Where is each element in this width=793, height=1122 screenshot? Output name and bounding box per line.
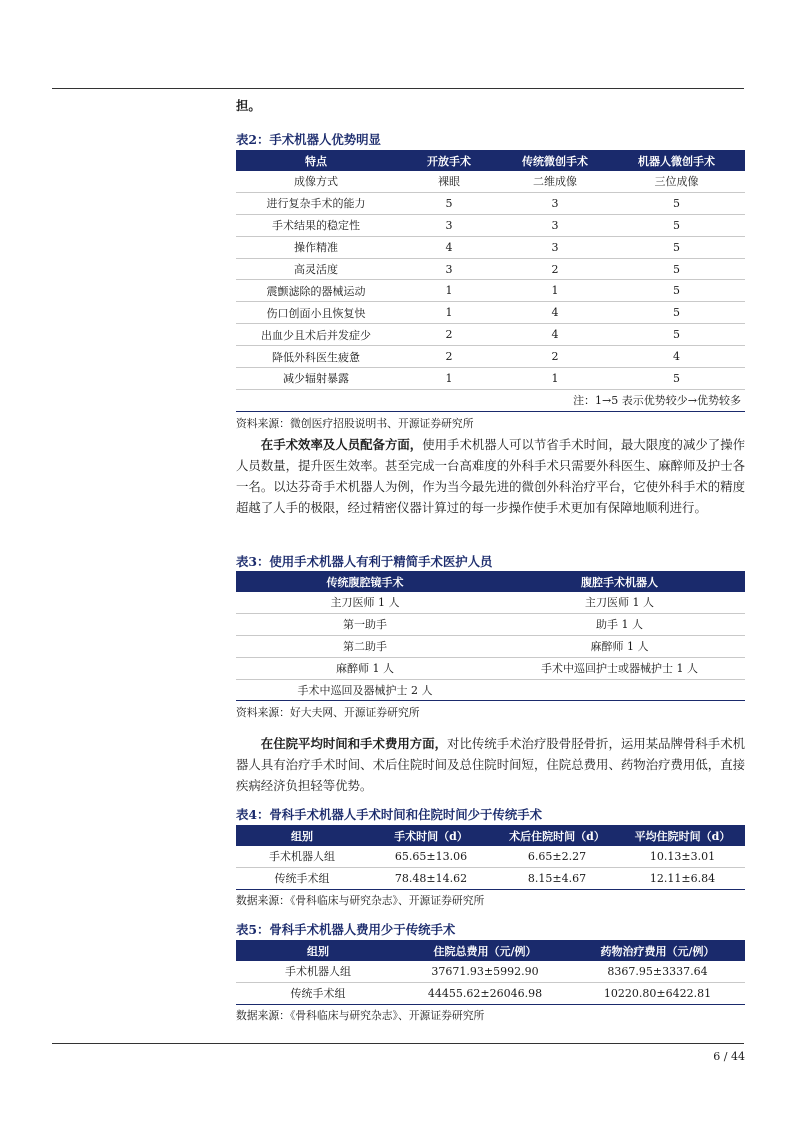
table5-header: 组别 <box>236 940 400 961</box>
table-cell: 传统手术组 <box>236 982 400 1004</box>
table-row <box>236 171 745 192</box>
table-cell: 8.15±4.67 <box>494 867 620 889</box>
table-cell: 3 <box>396 214 502 236</box>
table-cell: 3 <box>396 258 502 280</box>
table3-header-row <box>236 571 745 592</box>
table5-block <box>236 920 745 1023</box>
table-cell: 5 <box>608 324 745 346</box>
table2-header: 特点 <box>236 150 396 171</box>
table-row <box>236 214 745 236</box>
table-cell: 2 <box>396 324 502 346</box>
table-cell: 震颤滤除的器械运动 <box>236 280 396 302</box>
table-cell: 2 <box>502 346 608 368</box>
table4-header-row <box>236 825 745 846</box>
table2-note-row <box>236 389 745 411</box>
table3-source: 资料来源：好大夫网、开源证券研究所 <box>236 706 420 720</box>
table-cell: 手术结果的稳定性 <box>236 214 396 236</box>
table-cell: 65.65±13.06 <box>368 846 494 867</box>
table-cell: 1 <box>396 368 502 390</box>
table-cell: 助手 1 人 <box>494 613 745 635</box>
para1-text: 使用手术机器人可以节省手术时间，最大限度的减少了操作人员数量，提升医生效率。甚至完成一台高难度的外科手术只需要外科医生、麻醉师及护士各一名。以达芬奇手术机器人为例，作为当今最先进的微创外科治疗平台，它使外科手术的精度超越了人手的极限，经过精密仪器计算过的每一步操作使手术更加有保障地顺利进行。 <box>236 437 746 515</box>
table4-header: 术后住院时间（d） <box>494 825 620 846</box>
para2-text: 对比传统手术治疗股骨胫骨折，运用某品牌骨科手术机器人具有治疗手术时间、术后住院时间及总住院时间短，住院总费用、药物治疗费用低，直接疾病经济负担轻等优势。 <box>236 736 746 793</box>
table-row <box>236 867 745 889</box>
page-number: 6 / 44 <box>713 1050 745 1063</box>
table-cell: 主刀医师 1 人 <box>494 592 745 613</box>
table-cell: 4 <box>502 302 608 324</box>
table-cell: 二维成像 <box>502 171 608 192</box>
table-cell: 1 <box>502 368 608 390</box>
table-cell <box>494 679 745 701</box>
table-cell: 4 <box>396 236 502 258</box>
table-cell: 4 <box>608 346 745 368</box>
footer-rule <box>52 1043 744 1044</box>
table-cell: 8367.95±3337.64 <box>570 961 745 982</box>
para1-lead: 在手术效率及人员配备方面， <box>260 437 423 452</box>
table-cell: 5 <box>608 236 745 258</box>
table-row <box>236 236 745 258</box>
table3-caption: 表3：使用手术机器人有利于精简手术医护人员 <box>236 554 493 569</box>
table3-block <box>236 552 745 720</box>
table2-source: 资料来源：微创医疗招股说明书、开源证券研究所 <box>236 416 474 430</box>
table-cell: 5 <box>608 280 745 302</box>
table2-header: 开放手术 <box>396 150 502 171</box>
table5-header-row <box>236 940 745 961</box>
table-cell: 2 <box>502 258 608 280</box>
table-cell: 5 <box>608 368 745 390</box>
table3 <box>236 571 745 701</box>
table-cell: 1 <box>502 280 608 302</box>
table2-header-row <box>236 150 745 171</box>
table4-header: 平均住院时间（d） <box>620 825 745 846</box>
table-cell: 麻醉师 1 人 <box>494 635 745 657</box>
table-row <box>236 258 745 280</box>
paragraph-hospital-time <box>236 733 745 796</box>
table-cell: 手术机器人组 <box>236 961 400 982</box>
table-row <box>236 613 745 635</box>
table-cell: 第一助手 <box>236 613 494 635</box>
table5-header: 药物治疗费用（元/例） <box>570 940 745 961</box>
table2-block <box>236 130 745 431</box>
table4-source: 数据来源：《骨科临床与研究杂志》、开源证券研究所 <box>236 893 485 907</box>
table2-caption: 表2：手术机器人优势明显 <box>236 132 381 147</box>
table-cell: 传统手术组 <box>236 867 368 889</box>
table-cell: 成像方式 <box>236 171 396 192</box>
table-row <box>236 961 745 982</box>
table-cell: 降低外科医生疲惫 <box>236 346 396 368</box>
table-cell: 高灵活度 <box>236 258 396 280</box>
para2-lead: 在住院平均时间和手术费用方面， <box>260 736 448 751</box>
paragraph-efficiency <box>236 434 745 518</box>
table-row <box>236 192 745 214</box>
table-cell: 78.48±14.62 <box>368 867 494 889</box>
table-row <box>236 346 745 368</box>
table-row <box>236 657 745 679</box>
table5-source: 数据来源：《骨科临床与研究杂志》、开源证券研究所 <box>236 1008 485 1022</box>
table4-block <box>236 805 745 908</box>
table-cell: 12.11±6.84 <box>620 867 745 889</box>
table4-header: 手术时间（d） <box>368 825 494 846</box>
table4 <box>236 825 745 890</box>
table-cell: 10220.80±6422.81 <box>570 982 745 1004</box>
table-cell: 6.65±2.27 <box>494 846 620 867</box>
table-row <box>236 982 745 1004</box>
table-cell: 10.13±3.01 <box>620 846 745 867</box>
table-cell: 2 <box>396 346 502 368</box>
table-cell: 三位成像 <box>608 171 745 192</box>
table-row <box>236 846 745 867</box>
table-cell: 3 <box>502 214 608 236</box>
table-cell: 3 <box>502 192 608 214</box>
table-cell: 裸眼 <box>396 171 502 192</box>
table-cell: 麻醉师 1 人 <box>236 657 494 679</box>
table-cell: 操作精准 <box>236 236 396 258</box>
table-cell: 手术中巡回及器械护士 2 人 <box>236 679 494 701</box>
table-cell: 主刀医师 1 人 <box>236 592 494 613</box>
table4-header: 组别 <box>236 825 368 846</box>
table-cell: 手术中巡回护士或器械护士 1 人 <box>494 657 745 679</box>
table-row <box>236 368 745 390</box>
table-cell: 5 <box>396 192 502 214</box>
table2-note: 注：1→5 表示优势较少→优势较多 <box>236 389 745 411</box>
table-cell: 5 <box>608 192 745 214</box>
table-row <box>236 302 745 324</box>
table-row <box>236 635 745 657</box>
table5 <box>236 940 745 1005</box>
table-cell: 1 <box>396 302 502 324</box>
table-row <box>236 280 745 302</box>
table-cell: 1 <box>396 280 502 302</box>
table5-header: 住院总费用（元/例） <box>400 940 570 961</box>
table3-header: 腹腔手术机器人 <box>494 571 745 592</box>
table2-header: 机器人微创手术 <box>608 150 745 171</box>
table-cell: 5 <box>608 302 745 324</box>
table-row <box>236 592 745 613</box>
table-cell: 进行复杂手术的能力 <box>236 192 396 214</box>
table-row <box>236 324 745 346</box>
table2 <box>236 150 745 412</box>
table-cell: 伤口创面小且恢复快 <box>236 302 396 324</box>
table-cell: 5 <box>608 214 745 236</box>
table-cell: 第二助手 <box>236 635 494 657</box>
continued-text: 担。 <box>236 98 261 113</box>
table-cell: 37671.93±5992.90 <box>400 961 570 982</box>
table-cell: 5 <box>608 258 745 280</box>
table-cell: 3 <box>502 236 608 258</box>
table-cell: 减少辐射暴露 <box>236 368 396 390</box>
header-rule <box>52 88 744 89</box>
table4-caption: 表4：骨科手术机器人手术时间和住院时间少于传统手术 <box>236 807 542 822</box>
table3-header: 传统腹腔镜手术 <box>236 571 494 592</box>
table2-header: 传统微创手术 <box>502 150 608 171</box>
table-cell: 4 <box>502 324 608 346</box>
table-cell: 出血少且术后并发症少 <box>236 324 396 346</box>
table-cell: 手术机器人组 <box>236 846 368 867</box>
table-cell: 44455.62±26046.98 <box>400 982 570 1004</box>
table-row <box>236 679 745 701</box>
table5-caption: 表5：骨科手术机器人费用少于传统手术 <box>236 922 456 937</box>
